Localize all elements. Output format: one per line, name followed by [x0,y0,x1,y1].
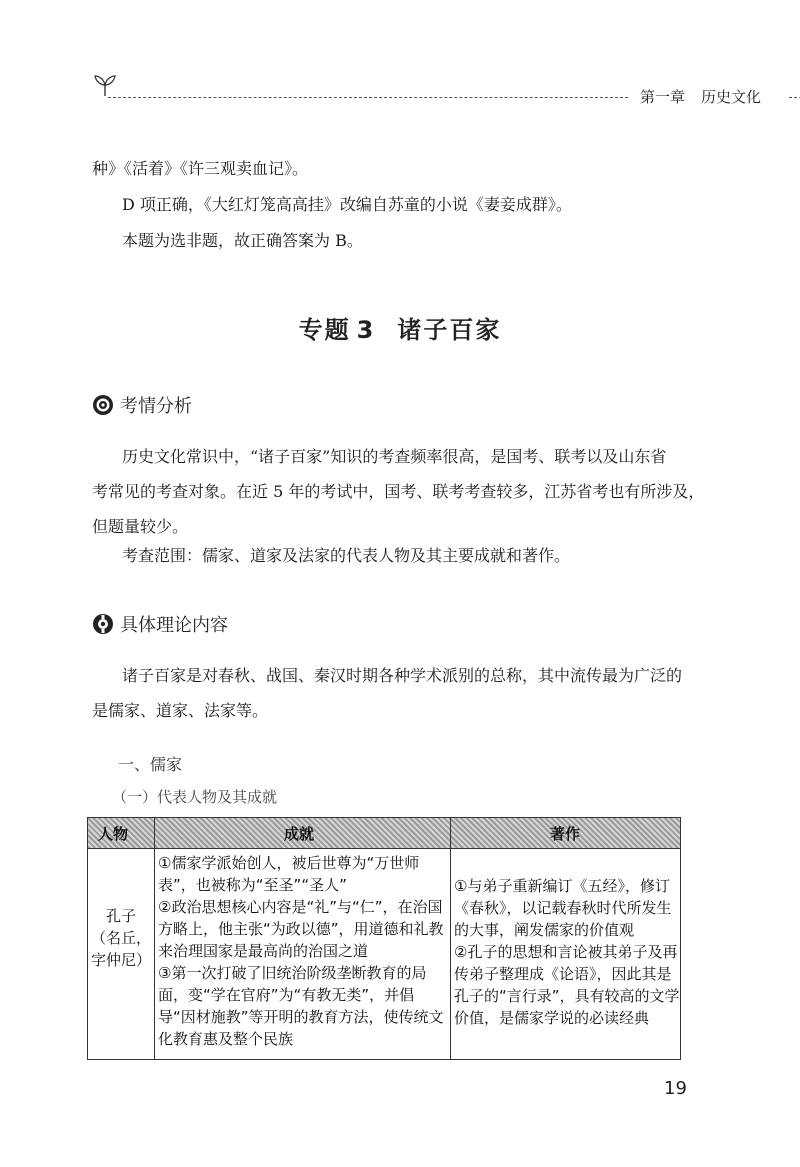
achievements-cell [158,852,448,1050]
target-icon [92,394,114,416]
analysis-line-2: 考常见的考查对象。在近 5 年的考试中，国考、联考考查较多，江苏省考也有所涉及， [92,482,705,501]
header-works: 著作 [550,825,581,843]
sprout-icon [92,72,118,98]
header-rule-left [108,97,628,98]
person-alias-1: （名丘， [90,929,151,947]
header-person: 人物 [98,825,129,843]
achievement-item: ②政治思想核心内容是“礼”与“仁”，在治国方略上，他主张“为政以德”，用道德和礼教来治理国家是最高尚的治国之道 [158,898,444,960]
theory-line-2: 是儒家、道家、法家等。 [92,701,269,720]
column-divider-2 [450,818,451,1059]
chapter-title: 历史文化 [701,88,762,106]
chapter-label: 第一章 [640,88,686,106]
intro-line-2: D 项正确，《大红灯笼高高挂》改编自苏童的小说《妻妾成群》。 [122,195,572,214]
work-item: ②孔子的思想和言论被其弟子及再传弟子整理成《论语》，因此其是孔子的“言行录”，具有较高的文学价值，是儒家学说的必读经典 [454,943,680,1027]
running-header [92,72,772,108]
analysis-line-1: 历史文化常识中，“诸子百家”知识的考查频率很高，是国考、联考以及山东省 [122,447,667,466]
page-number: 19 [664,1078,687,1099]
person-cell [88,905,154,971]
header-rule-right [789,97,800,98]
chapter-heading [640,86,777,107]
analysis-scope: 考查范围：儒家、道家及法家的代表人物及其主要成就和著作。 [122,546,571,565]
theory-line-1: 诸子百家是对春秋、战国、秦汉时期各种学术派别的总称，其中流传最为广泛的 [122,666,683,685]
table-header-row [88,818,680,849]
confucius-table [87,817,681,1060]
topic-name: 诸子百家 [397,316,502,344]
section-analysis-heading [92,393,192,417]
subsection-subtitle: （一）代表人物及其成就 [112,788,278,806]
person-name: 孔子 [105,907,136,925]
header-achievements: 成就 [284,825,315,843]
achievement-item: ①儒家学派始创人，被后世尊为“万世师表”，也被称为“至圣”“圣人” [158,854,420,894]
topic-title [0,310,800,345]
section-theory-heading [92,612,228,636]
intro-line-3: 本题为选非题，故正确答案为 B。 [122,231,363,250]
works-cell [454,875,680,1029]
gear-icon [92,613,114,635]
person-alias-2: 字仲尼） [90,951,151,969]
work-item: ①与弟子重新编订《五经》，修订《春秋》，以记载春秋时代所发生的大事，阐发儒家的价值观 [454,877,672,939]
column-divider-1 [154,818,155,1059]
achievement-item: ③第一次打破了旧统治阶级垄断教育的局面，变“学在官府”为“有教无类”，并倡导“因材施教”等开明的教育方法，使传统文化教育惠及整个民族 [158,964,444,1048]
section-analysis-title: 考情分析 [120,396,192,417]
section-theory-title: 具体理论内容 [120,615,228,636]
topic-label: 专题 [298,316,351,344]
intro-line-1: 种》《活着》《许三观卖血记》。 [92,159,309,178]
analysis-line-3: 但题量较少。 [92,517,189,536]
subsection-title: 一、儒家 [118,755,183,774]
topic-number: 3 [356,316,376,344]
